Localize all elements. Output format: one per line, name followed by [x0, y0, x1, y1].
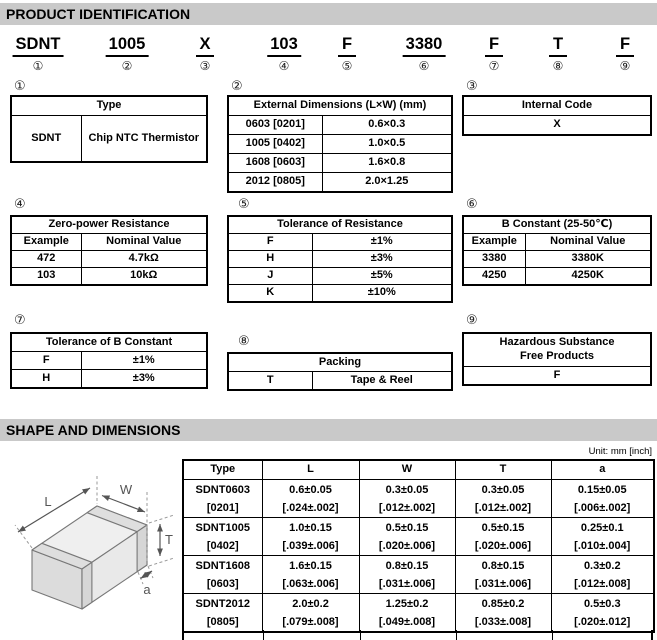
- packing-code: T: [228, 372, 312, 391]
- tolerance-value: ±1%: [312, 234, 452, 251]
- hazardous-table: [462, 332, 652, 386]
- dim-cell: [359, 556, 455, 594]
- diagram-label-l: L: [44, 494, 52, 509]
- dim-mm: 2.0±0.2: [292, 597, 329, 610]
- external-dimensions-header: External Dimensions (L×W) (mm): [228, 96, 452, 116]
- b-tolerance-table: [10, 332, 208, 389]
- section-title: SHAPE AND DIMENSIONS: [6, 422, 181, 438]
- part-code-index: ②: [121, 59, 133, 73]
- tolerance-code: K: [228, 285, 312, 303]
- part-code-segment-6: [403, 35, 446, 73]
- dim-header-type: Type: [183, 460, 262, 480]
- dim-cell: [455, 594, 551, 633]
- internal-code-header: Internal Code: [463, 96, 651, 116]
- dim-inch: [.012±.002]: [474, 501, 532, 514]
- b-constant-value: 3380K: [525, 251, 651, 268]
- part-code-value: F: [338, 35, 356, 57]
- table-label-2: ②: [231, 79, 243, 94]
- packing-header: Packing: [228, 353, 452, 372]
- column-header: Nominal Value: [525, 234, 651, 251]
- table-label-8: ⑧: [238, 334, 250, 349]
- unit-note: Unit: mm [inch]: [588, 446, 652, 457]
- part-code-index: ④: [278, 59, 290, 73]
- dim-mm: 0.85±0.2: [481, 597, 525, 610]
- hazardous-header-line2: Free Products: [520, 350, 594, 362]
- dim-inch: [.020±.006]: [378, 539, 436, 552]
- part-code-segment-5: [338, 35, 356, 73]
- dim-mm: 1.0±0.15: [289, 521, 332, 534]
- dim-cell-type: [183, 480, 262, 518]
- table-row: [183, 556, 654, 594]
- type-eia: [0603]: [206, 577, 239, 590]
- tolerance-value: ±3%: [312, 251, 452, 268]
- part-code-segment-4: [267, 35, 301, 73]
- type-description: Chip NTC Thermistor: [81, 116, 207, 163]
- size-value: 2.0×1.25: [322, 173, 452, 193]
- table-label-4: ④: [14, 197, 26, 212]
- b-constant-example: 4250: [463, 268, 525, 286]
- dim-inch: [.006±.002]: [574, 501, 631, 514]
- diagram-label-t: T: [165, 532, 173, 547]
- resistance-header: Zero-power Resistance: [11, 216, 207, 234]
- dim-cell: [455, 480, 551, 518]
- zero-power-resistance-table: [10, 215, 208, 286]
- dim-header-l: L: [262, 460, 359, 480]
- dim-mm: 0.5±0.15: [481, 521, 525, 534]
- part-code-index: ①: [32, 59, 44, 73]
- dim-inch: [.039±.006]: [282, 539, 339, 552]
- table-row: [183, 518, 654, 556]
- dim-inch: [.020±.006]: [474, 539, 532, 552]
- dim-cell-type: [183, 518, 262, 556]
- section-header-product-identification: [0, 3, 657, 25]
- dim-mm: 0.5±0.3: [583, 597, 621, 610]
- dim-header-a: a: [551, 460, 654, 480]
- size-code: 0603 [0201]: [228, 116, 322, 135]
- dimensions-spec-table: [182, 459, 655, 633]
- column-header: Example: [463, 234, 525, 251]
- part-code-value: 103: [267, 35, 301, 57]
- dim-mm: 0.8±0.15: [385, 559, 429, 572]
- column-header: Example: [11, 234, 81, 251]
- part-code-segment-2: [106, 35, 149, 73]
- type-code: SDNT: [11, 116, 81, 163]
- resistance-tolerance-header: Tolerance of Resistance: [228, 216, 452, 234]
- tolerance-value: ±1%: [81, 352, 207, 370]
- dim-cell: [262, 594, 359, 633]
- part-code-index: ⑧: [552, 59, 564, 73]
- part-code-segment-8: [549, 35, 567, 73]
- resistance-tolerance-table: [227, 215, 453, 303]
- tolerance-value: ±10%: [312, 285, 452, 303]
- dim-inch: [.031±.006]: [378, 577, 436, 590]
- dim-mm: 0.3±0.05: [481, 483, 525, 496]
- table-label-7: ⑦: [14, 313, 26, 328]
- dim-mm: 1.6±0.15: [289, 559, 332, 572]
- hazardous-header-line1: Hazardous Substance: [499, 336, 615, 349]
- b-constant-table: [462, 215, 652, 286]
- part-code-index: ③: [199, 59, 211, 73]
- dim-inch: [.031±.006]: [474, 577, 532, 590]
- part-code-value: F: [485, 35, 503, 57]
- dim-cell: [551, 594, 654, 633]
- packing-value: Tape & Reel: [312, 372, 452, 391]
- diagram-label-w: W: [119, 482, 133, 497]
- size-value: 0.6×0.3: [322, 116, 452, 135]
- type-eia: [0402]: [206, 539, 239, 552]
- dim-inch: [.079±.008]: [282, 615, 339, 628]
- resistance-value: 10kΩ: [81, 268, 207, 286]
- dim-inch: [.024±.002]: [282, 501, 339, 514]
- dim-cell: [551, 556, 654, 594]
- part-code-segment-3: [196, 35, 214, 73]
- part-code-index: ⑥: [418, 59, 430, 73]
- dim-cell: [359, 518, 455, 556]
- dim-cell: [359, 594, 455, 633]
- dim-cell: [262, 480, 359, 518]
- part-code-index: ⑤: [341, 59, 353, 73]
- dim-cell-type: [183, 594, 262, 633]
- dim-cell: [455, 556, 551, 594]
- size-code: 2012 [0805]: [228, 173, 322, 193]
- dim-cell: [359, 480, 455, 518]
- dim-cell: [262, 556, 359, 594]
- size-code: 1005 [0402]: [228, 135, 322, 154]
- tolerance-code: H: [228, 251, 312, 268]
- part-code-value: F: [616, 35, 634, 57]
- chip-body: [32, 506, 147, 609]
- tolerance-code: J: [228, 268, 312, 285]
- table-row: [183, 594, 654, 633]
- type-name: SDNT0603: [195, 483, 250, 496]
- part-code-value: SDNT: [13, 35, 64, 57]
- dim-mm: 1.25±0.2: [385, 597, 429, 610]
- dim-mm: 0.3±0.05: [385, 483, 429, 496]
- part-code-segment-7: [485, 35, 503, 73]
- type-name: SDNT1005: [195, 521, 250, 534]
- dim-inch: [.033±.008]: [474, 615, 532, 628]
- diagram-label-a: a: [143, 582, 151, 597]
- part-code-value: T: [549, 35, 567, 57]
- table-label-6: ⑥: [466, 197, 478, 212]
- dim-cell: [455, 518, 551, 556]
- dim-inch: [.012±.008]: [574, 577, 631, 590]
- tolerance-code: H: [11, 370, 81, 389]
- part-code-value: 1005: [106, 35, 149, 57]
- dim-mm: 0.15±0.05: [577, 483, 627, 496]
- dim-header-w: W: [359, 460, 455, 480]
- dim-mm: 0.3±0.2: [583, 559, 621, 572]
- dim-inch: [.063±.006]: [282, 577, 339, 590]
- internal-code-value: X: [463, 116, 651, 136]
- part-code-value: 3380: [403, 35, 446, 57]
- resistance-example: 103: [11, 268, 81, 286]
- resistance-example: 472: [11, 251, 81, 268]
- part-code-value: X: [196, 35, 214, 57]
- type-name: SDNT2012: [195, 597, 250, 610]
- type-table: [10, 95, 208, 163]
- dim-mm: 0.25±0.1: [580, 521, 624, 534]
- internal-code-table: [462, 95, 652, 136]
- part-code-index: ⑦: [488, 59, 500, 73]
- table-label-3: ③: [466, 79, 478, 94]
- b-constant-value: 4250K: [525, 268, 651, 286]
- column-header: Nominal Value: [81, 234, 207, 251]
- dim-inch: [.020±.012]: [574, 615, 631, 628]
- dim-cell: [551, 518, 654, 556]
- tolerance-value: ±3%: [81, 370, 207, 389]
- size-value: 1.6×0.8: [322, 154, 452, 173]
- table-label-9: ⑨: [466, 313, 478, 328]
- packing-table: [227, 352, 453, 391]
- size-value: 1.0×0.5: [322, 135, 452, 154]
- type-name: SDNT1608: [195, 559, 250, 572]
- dim-cell: [262, 518, 359, 556]
- dim-inch: [.049±.008]: [378, 615, 436, 628]
- dim-mm: 0.6±0.05: [289, 483, 332, 496]
- hazardous-value: F: [463, 367, 651, 386]
- external-dimensions-table: [227, 95, 453, 193]
- b-constant-header: B Constant (25-50℃): [463, 216, 651, 234]
- dim-inch: [.010±.004]: [574, 539, 631, 552]
- section-title: PRODUCT IDENTIFICATION: [6, 6, 191, 22]
- resistance-value: 4.7kΩ: [81, 251, 207, 268]
- part-code-index: ⑨: [619, 59, 631, 73]
- table-label-5: ⑤: [238, 197, 250, 212]
- chip-dimension-diagram: [2, 462, 180, 638]
- type-eia: [0201]: [206, 501, 239, 514]
- table-label-1: ①: [14, 79, 26, 94]
- dim-mm: 0.8±0.15: [481, 559, 525, 572]
- dim-inch: [.012±.002]: [378, 501, 436, 514]
- b-tolerance-header: Tolerance of B Constant: [11, 333, 207, 352]
- dim-cell: [551, 480, 654, 518]
- type-eia: [0805]: [206, 615, 239, 628]
- type-table-header: Type: [11, 96, 207, 116]
- part-code-segment-1: [13, 35, 64, 73]
- table-row: [183, 480, 654, 518]
- hazardous-header: [463, 333, 651, 367]
- dim-header-t: T: [455, 460, 551, 480]
- tolerance-code: F: [11, 352, 81, 370]
- section-header-shape-and-dimensions: [0, 419, 657, 441]
- tolerance-code: F: [228, 234, 312, 251]
- part-code-segment-9: [616, 35, 634, 73]
- size-code: 1608 [0603]: [228, 154, 322, 173]
- table-cutoff-continuation: [182, 630, 653, 640]
- dim-mm: 0.5±0.15: [385, 521, 429, 534]
- tolerance-value: ±5%: [312, 268, 452, 285]
- dim-cell-type: [183, 556, 262, 594]
- b-constant-example: 3380: [463, 251, 525, 268]
